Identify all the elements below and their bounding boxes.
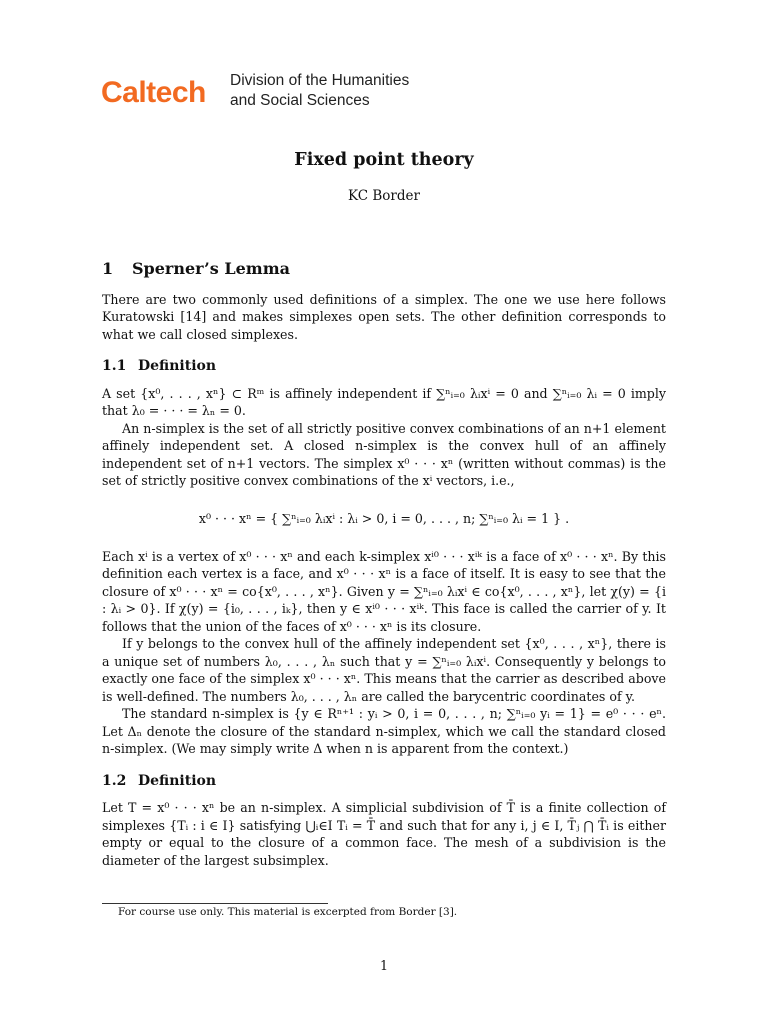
document-author: KC Border — [348, 188, 420, 204]
footnote-rule — [102, 903, 328, 904]
caltech-logo: Caltech — [101, 76, 206, 109]
definition-paragraph-affine: A set {x⁰, . . . , xⁿ} ⊂ Rᵐ is affinely independent if ∑ⁿᵢ₌₀ λᵢxⁱ = 0 and ∑ⁿᵢ₌₀ λᵢ = 0 imply that λ₀ = · · · = λₙ = 0. — [102, 385, 666, 418]
section-intro-paragraph: There are two commonly used definitions of a simplex. The one we use here follows Kuratowski [14] and makes simplexes open sets. The other definition corresponds to what we call closed simplexes. — [102, 291, 666, 342]
subsection-number: 1.2 — [102, 772, 127, 789]
subsection-title: Definition — [138, 358, 217, 374]
paragraph-standard-simplex: The standard n-simplex is {y ∈ Rⁿ⁺¹ : yᵢ > 0, i = 0, . . . , n; ∑ⁿᵢ₌₀ yᵢ = 1} = e⁰ · · · eⁿ. Let Δₙ denote the closure of the standard n-simplex, which we call the standard closed n-simplex. (We may simply write Δ when n is apparent from the context.) — [102, 706, 666, 756]
display-equation: x⁰ · · · xⁿ = { ∑ⁿᵢ₌₀ λᵢxⁱ : λᵢ > 0, i = 0, . . . , n; ∑ⁿᵢ₌₀ λᵢ = 1 } . — [198, 510, 570, 526]
body-content — [102, 260, 666, 869]
paragraph-vertex-face: Each xⁱ is a vertex of x⁰ · · · xⁿ and each k-simplex xⁱ⁰ · · · xⁱᵏ is a face of x⁰ · · · xⁿ. By this definition each vertex is a face, and x⁰ · · · xⁿ is a face of itself. It is easy to see that the closure of x⁰ · · · xⁿ = co{x⁰, . . . , xⁿ}. Given y = ∑ⁿᵢ₌₀ λᵢxⁱ ∈ co{x⁰, . . . , xⁿ}, let χ(y) = {i : λᵢ > 0}. If χ(y) = {i₀, . . . , iₖ}, then y ∈ xⁱ⁰ · · · xⁱᵏ. This face is called the carrier of y. It follows that the union of the faces of x⁰ · · · xⁿ is its closure. — [102, 548, 666, 634]
section-heading — [102, 260, 666, 278]
subsection-number: 1.1 — [102, 358, 127, 374]
subsection-title: Definition — [138, 772, 217, 789]
section-number: 1 — [102, 259, 114, 278]
division-line-1: Division of the Humanities — [230, 72, 410, 89]
subsection-heading-1-1 — [102, 358, 666, 376]
paragraph-barycentric: If y belongs to the convex hull of the affinely independent set {x⁰, . . . , xⁿ}, there is a unique set of numbers λ₀, . . . , λₙ such that y = ∑ⁿᵢ₌₀ λᵢxⁱ. Consequently y belongs to exactly one face of the simplex x⁰ · · · xⁿ. This means that the carrier as described above is well-defined. The numbers λ₀, . . . , λₙ are called the barycentric coordinates of y. — [102, 636, 666, 704]
division-line-2: and Social Sciences — [230, 92, 370, 109]
division-name — [230, 71, 409, 111]
paragraph-subdivision: Let T = x⁰ · · · xⁿ be an n-simplex. A simplicial subdivision of T̄ is a finite collection of simplexes {Tᵢ : i ∈ I} satisfying ⋃ᵢ∈I Tᵢ = T̄ and such that for any i, j ∈ I, T̄ⱼ ⋂ T̄ᵢ is either empty or equal to the closure of a common face. The mesh of a subdivision is the diameter of the largest subsimplex. — [102, 800, 666, 868]
subsection-heading-1-2 — [102, 773, 666, 791]
document-title: Fixed point theory — [294, 150, 474, 170]
page-number: 1 — [379, 958, 388, 973]
definition-paragraph-simplex: An n-simplex is the set of all strictly positive convex combinations of an n+1 element affinely independent set. A closed n-simplex is the convex hull of an affinely independent set of n+1 vectors. The simplex x⁰ · · · xⁿ (written without commas) is the set of strictly positive convex combinations of the xⁱ vectors, i.e., — [102, 420, 666, 488]
section-title: Sperner’s Lemma — [132, 259, 290, 278]
footnote: For course use only. This material is excerpted from Border [3]. — [118, 906, 458, 918]
